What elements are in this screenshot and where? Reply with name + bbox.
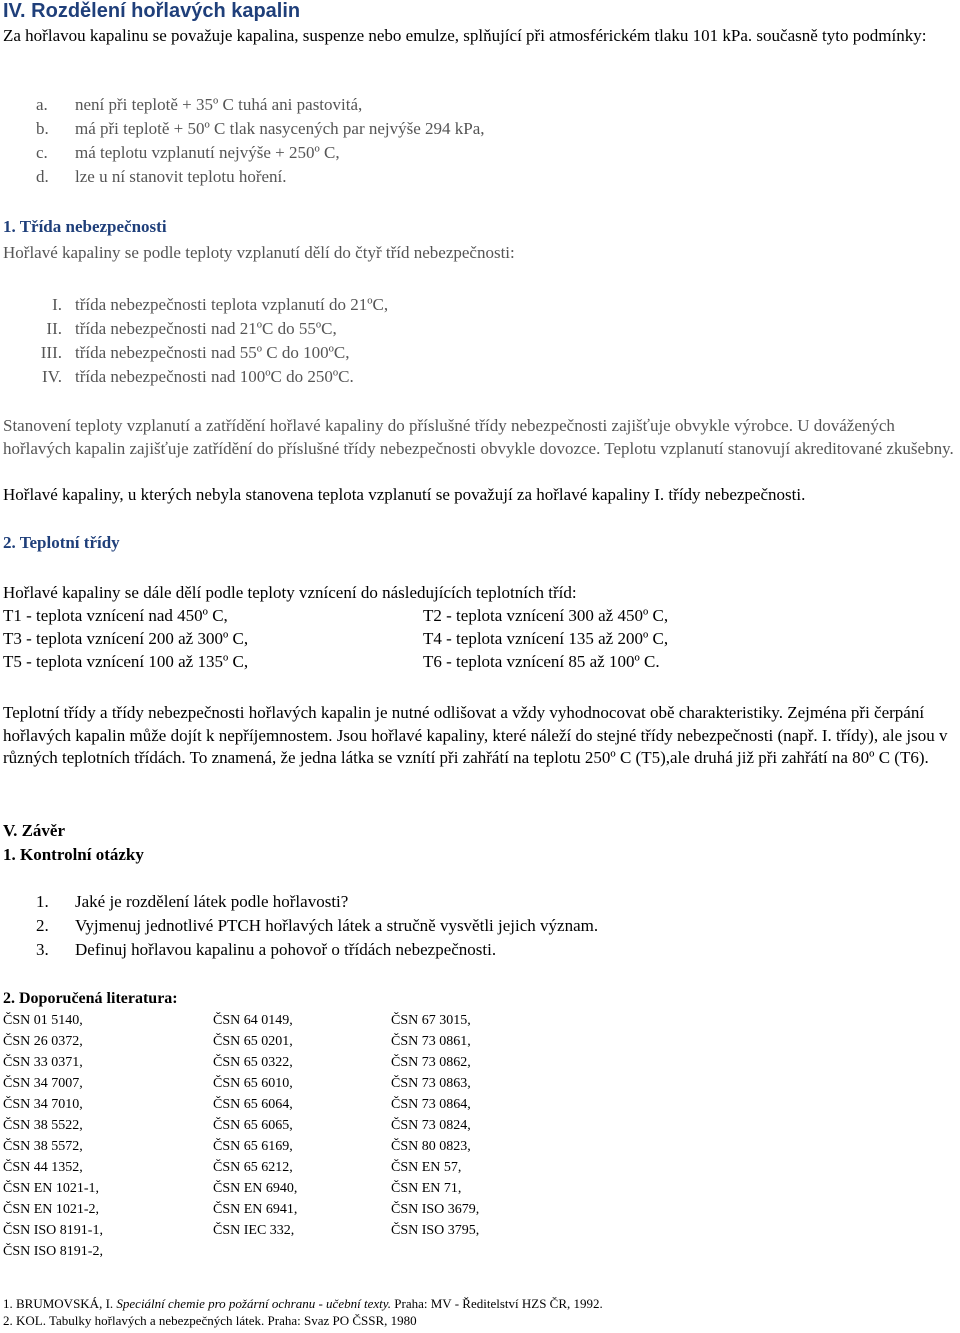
literature-cell: ČSN 34 7007,	[3, 1076, 83, 1091]
literature-cell: ČSN 65 0201,	[213, 1034, 293, 1049]
temp-class-cell: T4 - teplota vznícení 135 až 200º C,	[423, 629, 669, 648]
list-item: třída nebezpečnosti teplota vzplanutí do 21ºC,	[75, 295, 389, 314]
literature-cell: ČSN 73 0862,	[391, 1055, 471, 1070]
list-item: má při teplotě + 50º C tlak nasycených par nejvýše 294 kPa,	[75, 119, 485, 138]
literature-cell: ČSN EN 71,	[391, 1181, 462, 1196]
paragraph-temperature-notes: Teplotní třídy a třídy nebezpečnosti hořlavých kapalin je nutné odlišovat a vždy vyhodnocovat obě charakteristiky. Zejména při čerpání hořlavých kapalin může dojít k nepříjemnostem. Jsou hořlavé kapaliny, které náleží do stejné třídy nebezpečnosti (např. I. třídy), ale jsou v různých teplotních třídách. To znamená, že jedna látka se vznítí při zahřátí na teplotu 250º C (T5),ale druhá již při zahřátí na 80º C (T6).	[3, 703, 948, 767]
list-item: lze u ní stanovit teplotu hoření.	[75, 167, 287, 186]
reference-2: 2. KOL. Tabulky hořlavých a nebezpečných látek. Praha: Svaz PO ČSSR, 1980	[3, 1313, 417, 1328]
literature-cell: ČSN 33 0371,	[3, 1055, 83, 1070]
literature-cell: ČSN EN 6940,	[213, 1181, 298, 1196]
literature-cell: ČSN ISO 8191-1,	[3, 1223, 103, 1238]
list-marker: 1.	[36, 892, 49, 911]
literature-cell: ČSN EN 57,	[391, 1160, 462, 1175]
questions-heading: 1. Kontrolní otázky	[3, 845, 144, 864]
section-heading-temperature-classes: 2. Teplotní třídy	[3, 533, 120, 552]
list-marker: 3.	[36, 940, 49, 959]
literature-cell: ČSN 44 1352,	[3, 1160, 83, 1175]
reference-title: Speciální chemie pro požární ochranu - učební texty.	[116, 1296, 392, 1311]
intro-paragraph: Za hořlavou kapalinu se považuje kapalina, suspenze nebo emulze, splňující při atmosférickém tlaku 101 kPa. současně tyto podmínky:	[3, 26, 927, 45]
list-item: má teplotu vzplanutí nejvýše + 250º C,	[75, 143, 340, 162]
list-marker: b.	[36, 119, 49, 138]
temp-class-cell: T6 - teplota vznícení 85 až 100º C.	[423, 652, 660, 671]
list-marker: d.	[36, 167, 49, 186]
literature-cell: ČSN 65 0322,	[213, 1055, 293, 1070]
literature-cell: ČSN ISO 8191-2,	[3, 1244, 103, 1259]
literature-cell: ČSN 65 6010,	[213, 1076, 293, 1091]
literature-cell: ČSN EN 1021-1,	[3, 1181, 100, 1196]
literature-cell: ČSN IEC 332,	[213, 1223, 295, 1238]
list-item: Vyjmenuj jednotlivé PTCH hořlavých látek a stručně vysvětli jejich význam.	[75, 916, 599, 935]
paragraph-assignment: Stanovení teploty vzplanutí a zatřídění hořlavé kapaliny do příslušné třídy nebezpečnosti zajišťuje obvykle výrobce. U dovážených hořlavých kapalin zajišťuje zatřídění do příslušné třídy nebezpečnosti obvykle dovozce. Teplotu vzplanutí stanovují akreditované zkušebny.	[3, 416, 954, 458]
list-marker: IV.	[42, 367, 62, 386]
list-marker: a.	[36, 95, 48, 114]
literature-cell: ČSN 73 0863,	[391, 1076, 471, 1091]
page-title: IV. Rozdělení hořlavých kapalin	[3, 0, 301, 22]
section-lead: Hořlavé kapaliny se podle teploty vzplanutí dělí do čtyř tříd nebezpečnosti:	[3, 243, 515, 262]
list-item: třída nebezpečnosti nad 55º C do 100ºC,	[75, 343, 350, 362]
literature-cell: ČSN 01 5140,	[3, 1013, 83, 1028]
list-item: Jaké je rozdělení látek podle hořlavosti?	[75, 892, 349, 911]
literature-cell: ČSN 73 0824,	[391, 1118, 471, 1133]
literature-cell: ČSN ISO 3679,	[391, 1202, 480, 1217]
literature-cell: ČSN 80 0823,	[391, 1139, 471, 1154]
temp-class-cell: T3 - teplota vznícení 200 až 300º C,	[3, 629, 249, 648]
list-marker: 2.	[36, 916, 49, 935]
literature-cell: ČSN EN 6941,	[213, 1202, 298, 1217]
reference-prefix: 1. BRUMOVSKÁ, I.	[3, 1296, 117, 1311]
literature-cell: ČSN 65 6065,	[213, 1118, 293, 1133]
list-marker: I.	[52, 295, 62, 314]
literature-cell: ČSN 73 0861,	[391, 1034, 471, 1049]
literature-cell: ČSN 26 0372,	[3, 1034, 83, 1049]
literature-cell: ČSN 65 6169,	[213, 1139, 293, 1154]
list-item: není při teplotě + 35º C tuhá ani pastovitá,	[75, 95, 363, 114]
literature-cell: ČSN 65 6064,	[213, 1097, 293, 1112]
section-heading-danger-class: 1. Třída nebezpečnosti	[3, 217, 167, 236]
reference-suffix: Praha: MV - Ředitelství HZS ČR, 1992.	[391, 1296, 603, 1311]
literature-cell: ČSN ISO 3795,	[391, 1223, 480, 1238]
list-marker: III.	[40, 343, 62, 362]
temp-class-cell: T1 - teplota vznícení nad 450º C,	[3, 606, 228, 625]
paragraph-default-class: Hořlavé kapaliny, u kterých nebyla stanovena teplota vzplanutí se považují za hořlavé kapaliny I. třídy nebezpečnosti.	[3, 485, 806, 504]
literature-cell: ČSN 73 0864,	[391, 1097, 471, 1112]
list-marker: II.	[46, 319, 62, 338]
list-item: Definuj hořlavou kapalinu a pohovoř o třídách nebezpečnosti.	[75, 940, 497, 959]
literature-cell: ČSN 38 5522,	[3, 1118, 83, 1133]
temp-class-cell: T5 - teplota vznícení 100 až 135º C,	[3, 652, 249, 671]
literature-cell: ČSN 65 6212,	[213, 1160, 293, 1175]
list-item: třída nebezpečnosti nad 100ºC do 250ºC.	[75, 367, 354, 386]
list-marker: c.	[36, 143, 48, 162]
literature-cell: ČSN 34 7010,	[3, 1097, 83, 1112]
literature-cell: ČSN 38 5572,	[3, 1139, 83, 1154]
literature-cell: ČSN 64 0149,	[213, 1013, 293, 1028]
literature-cell: ČSN EN 1021-2,	[3, 1202, 100, 1217]
section-lead: Hořlavé kapaliny se dále dělí podle teploty vznícení do následujících teplotních tříd:	[3, 583, 577, 602]
list-item: třída nebezpečnosti nad 21ºC do 55ºC,	[75, 319, 337, 338]
reference-1	[3, 1296, 603, 1312]
literature-heading: 2. Doporučená literatura:	[3, 990, 178, 1007]
literature-cell: ČSN 67 3015,	[391, 1013, 471, 1028]
temp-class-cell: T2 - teplota vznícení 300 až 450º C,	[423, 606, 669, 625]
conclusion-heading: V. Závěr	[3, 821, 66, 840]
